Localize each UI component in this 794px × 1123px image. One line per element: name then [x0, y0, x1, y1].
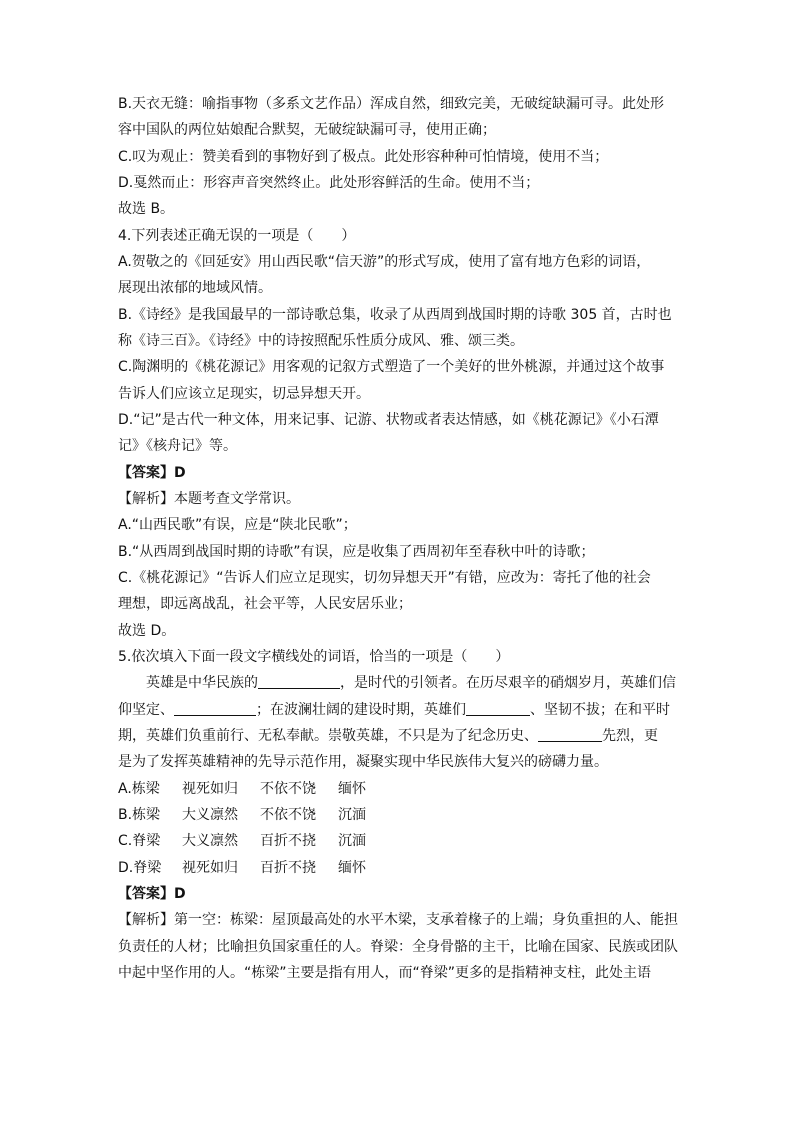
answer-label: 【答案】D — [118, 886, 186, 902]
option-c: C.陶渊明的《桃花源记》用客观的记叙方式塑造了一个美好的世外桃源，并通过这个故事 — [118, 359, 665, 375]
text-line: C.叹为观止：赞美看到的事物好到了极点。此处形容种种可怕情境，使用不当； — [118, 149, 609, 165]
text-line: 故选 D。 — [118, 623, 176, 639]
choice-d: D.脊梁 视死如归 百折不挠 缅怀 — [118, 860, 366, 876]
choice-b: B.栋梁 大义凛然 不依不饶 沉湎 — [118, 807, 366, 823]
option-b: B.《诗经》是我国最早的一部诗歌总集，收录了从西周到战国时期的诗歌 305 首，古时也 — [118, 307, 672, 323]
analysis-line: 【解析】第一空：栋梁：屋顶最高处的水平木梁，支承着椽子的上端；身负重担的人、能担 — [118, 912, 678, 928]
analysis-line: 中起中坚作用的人。“栋梁”主要是指有用人，而“脊梁”更多的是指精神支柱，此处主语 — [118, 965, 652, 981]
text-line: C.《桃花源记》“告诉人们应立足现实，切勿异想天开”有错，应改为：寄托了他的社会 — [118, 570, 651, 586]
passage-line: 期，英雄们负重前行、无私奉献。崇敬英雄，不只是为了纪念历史、 先烈，更 — [118, 728, 658, 744]
text-line: 容中国队的两位姑娘配合默契，无破绽缺漏可寻，使用正确； — [118, 122, 496, 138]
question-4-title: 4.下列表述正确无误的一项是（ ） — [118, 228, 356, 244]
analysis-title: 【解析】本题考查文学常识。 — [118, 491, 300, 507]
choice-c: C.脊梁 大义凛然 百折不挠 沉湎 — [118, 833, 366, 849]
fill-blank-3 — [466, 701, 530, 716]
text-line: B.天衣无缝：喻指事物（多系文艺作品）浑成自然，细致完美，无破绽缺漏可寻。此处形 — [118, 96, 665, 112]
text-line: A.“山西民歌”有误，应是“陕北民歌”； — [118, 517, 357, 533]
answer-label: 【答案】D — [118, 465, 186, 481]
fill-blank-4 — [538, 727, 602, 742]
text-line: 故选 B。 — [118, 201, 175, 217]
fill-blank-1 — [258, 674, 340, 689]
text-line: 理想，即远离战乱，社会平等，人民安居乐业； — [118, 596, 412, 612]
passage-line: 英雄是中华民族的 ，是时代的引领者。在历尽艰辛的硝烟岁月，英雄们信 — [146, 675, 676, 691]
text-line: 记》《核舟记》等。 — [118, 438, 237, 454]
passage-line: 仰坚定、 ；在波澜壮阔的建设时期，英雄们 、坚韧不拔；在和平时 — [118, 702, 670, 718]
passage-line: 是为了发挥英雄精神的先导示范作用，凝聚实现中华民族伟大复兴的磅礴力量。 — [118, 754, 608, 770]
question-5-title: 5.依次填入下面一段文字横线处的词语，恰当的一项是（ ） — [118, 649, 510, 665]
text-line: 展现出浓郁的地域风情。 — [118, 280, 272, 296]
text-line: 告诉人们应该立足现实，切忌异想天开。 — [118, 386, 370, 402]
option-d: D.“记”是古代一种文体，用来记事、记游、状物或者表达情感，如《桃花源记》《小石潭 — [118, 412, 659, 428]
text-line: D.戛然而止：形容声音突然终止。此处形容鲜活的生命。使用不当； — [118, 175, 540, 191]
choice-a: A.栋梁 视死如归 不依不饶 缅怀 — [118, 781, 366, 797]
text-line: B.“从西周到战国时期的诗歌”有误，应是收集了西周初年至春秋中叶的诗歌； — [118, 544, 595, 560]
fill-blank-2 — [174, 701, 256, 716]
text-line: 称《诗三百》。《诗经》中的诗按照配乐性质分成风、雅、颂三类。 — [118, 333, 524, 349]
option-a: A.贺敬之的《回延安》用山西民歌“信天游”的形式写成，使用了富有地方色彩的词语， — [118, 254, 651, 270]
analysis-line: 负责任的人材；比喻担负国家重任的人。脊梁：全身骨骼的主干，比喻在国家、民族或团队 — [118, 939, 678, 955]
